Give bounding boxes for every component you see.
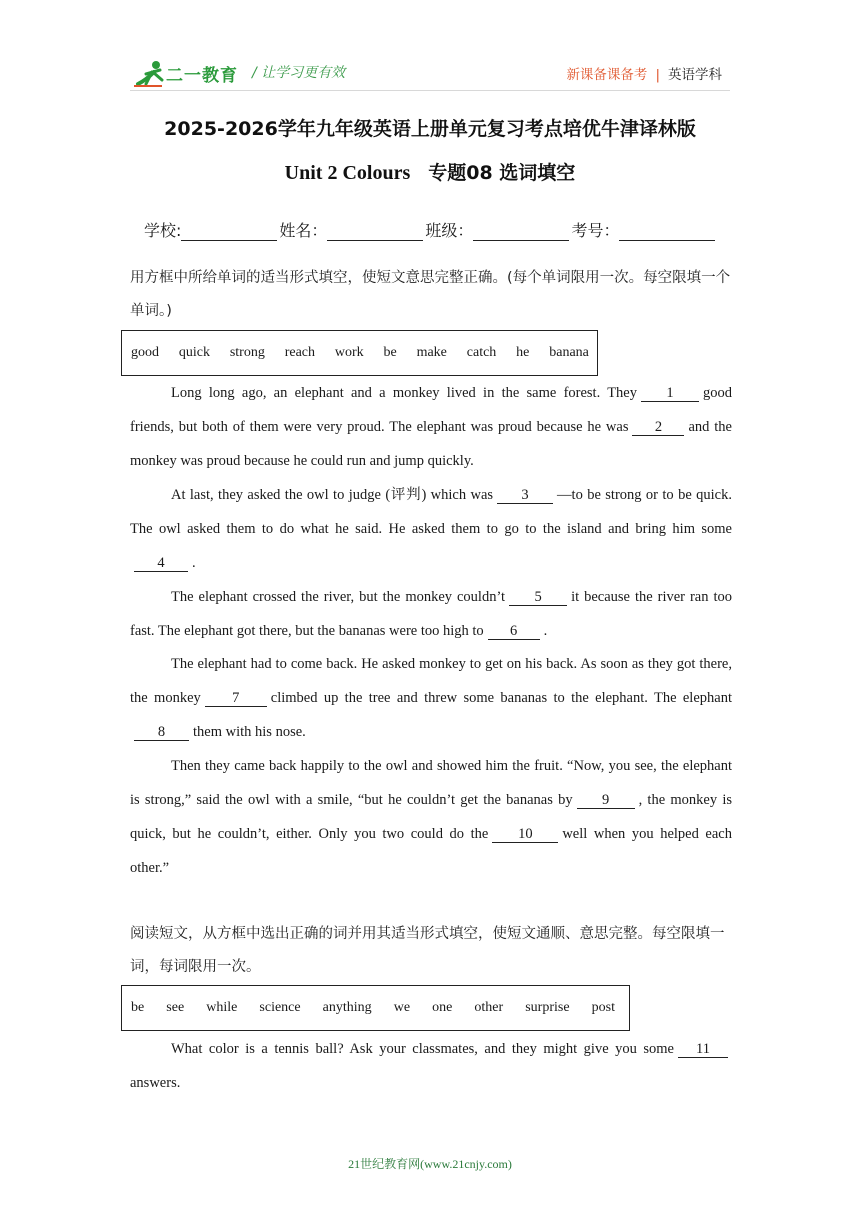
student-info [144, 218, 717, 241]
answer-blank-10[interactable]: 10 [492, 826, 558, 843]
name-blank[interactable] [327, 224, 423, 241]
text: At last, they asked the owl to judge (评判) which was [171, 487, 494, 503]
text: Long long ago, an elephant and a monkey lived in the same forest. They [171, 385, 637, 401]
exam-number-label: 考号： [571, 221, 620, 240]
answer-blank-11[interactable]: 11 [678, 1041, 728, 1058]
unit-title: Unit 2 Colours [284, 162, 411, 184]
word-box-1 [121, 330, 598, 376]
header-separator: | [655, 67, 660, 83]
name-label: 姓名： [279, 221, 328, 240]
text: it because the river ran too fast. The elephant got there, but the bananas were too high to [130, 589, 732, 639]
answer-blank-4[interactable]: 4 [134, 555, 188, 572]
school-label: 学校: [144, 221, 182, 240]
word-option: surprise [525, 1000, 570, 1015]
class-label: 班级： [425, 221, 474, 240]
answer-blank-8[interactable]: 8 [134, 724, 189, 741]
word-option: work [334, 345, 364, 360]
word-option: reach [284, 345, 315, 360]
paragraph-5 [130, 749, 732, 885]
answer-blank-7[interactable]: 7 [205, 690, 267, 707]
logo-text: 二一教育 [166, 66, 238, 86]
answer-blank-3[interactable]: 3 [497, 487, 553, 504]
answer-blank-2[interactable]: 2 [632, 419, 684, 436]
header-subject: 英语学科 [668, 67, 722, 83]
text: The elephant crossed the river, but the monkey couldn’t [171, 589, 506, 605]
section2-instruction: 阅读短文，从方框中选出正确的词并用其适当形式填空，使短文通顺、意思完整。每空限填一词，每词限用一次。 [130, 926, 725, 975]
text: climbed up the tree and threw some bananas to the elephant. The elephant [270, 690, 732, 706]
word-option: science [259, 1000, 301, 1015]
word-option: quick [178, 345, 210, 360]
answer-blank-1[interactable]: 1 [641, 385, 699, 402]
answer-blank-5[interactable]: 5 [509, 589, 567, 606]
text: , the monkey is quick, but he couldn’t, either. Only you two could do the [130, 792, 732, 842]
word-option: catch [466, 345, 497, 360]
document-title: 2025-2026学年九年级英语上册单元复习考点培优牛津译林版 [164, 118, 696, 140]
paragraph-1 [130, 376, 732, 478]
class-blank[interactable] [473, 224, 569, 241]
text: The elephant had to come back. He asked monkey to get on his back. As soon as they got there, the monkey [130, 656, 732, 706]
header-label: 新课备课备考 [566, 67, 648, 83]
text: . [192, 555, 196, 571]
section1-instruction: 用方框中所给单词的适当形式填空，使短文意思完整正确。(每个单词限用一次。每空限填一个单词。) [130, 270, 731, 319]
header-divider [130, 90, 730, 91]
word-option: be [383, 345, 397, 360]
answer-blank-9[interactable]: 9 [577, 792, 635, 809]
word-option: make [416, 345, 447, 360]
exam-number-blank[interactable] [619, 224, 715, 241]
paragraph-3 [130, 580, 732, 648]
answer-blank-6[interactable]: 6 [488, 623, 540, 640]
word-option: strong [229, 345, 265, 360]
school-blank[interactable] [181, 224, 277, 241]
text: them with his nose. [193, 724, 306, 740]
text: well when you helped each other.” [130, 826, 732, 876]
word-option: be [131, 1000, 145, 1015]
text: —to be strong or to be quick. The owl asked them to do what he said. He asked them to go to the island and bring him some [130, 487, 732, 537]
slogan: / 让学习更有效 [252, 65, 346, 81]
word-box-2 [121, 985, 630, 1031]
paragraph-2 [130, 478, 732, 580]
word-option: he [516, 345, 530, 360]
text: answers. [130, 1075, 181, 1091]
text: good friends, but both of them were very proud. The elephant was proud because he was [130, 385, 732, 435]
word-option: while [206, 1000, 238, 1015]
paragraph-4 [130, 647, 732, 749]
text: and the monkey was proud because he could run and jump quickly. [130, 419, 732, 469]
word-option: we [393, 1000, 411, 1015]
word-option: good [131, 345, 159, 360]
word-option: one [432, 1000, 453, 1015]
word-option: see [166, 1000, 185, 1015]
document-subtitle [0, 158, 860, 185]
word-option: post [591, 1000, 615, 1015]
footer-link[interactable]: 21世纪教育网(www.21cnjy.com) [348, 1157, 512, 1171]
text: Then they came back happily to the owl and showed him the fruit. “Now, you see, the elephant is strong,” said the owl with a smile, “but he couldn’t get the bananas by [130, 758, 732, 808]
topic-title: 专题08 选词填空 [428, 162, 576, 184]
text: . [543, 623, 548, 639]
word-option: other [474, 1000, 504, 1015]
header-right [566, 63, 722, 83]
word-option: anything [322, 1000, 372, 1015]
text: What color is a tennis ball? Ask your classmates, and they might give you some [171, 1041, 674, 1057]
paragraph-6 [130, 1032, 732, 1100]
word-option: banana [549, 345, 589, 360]
